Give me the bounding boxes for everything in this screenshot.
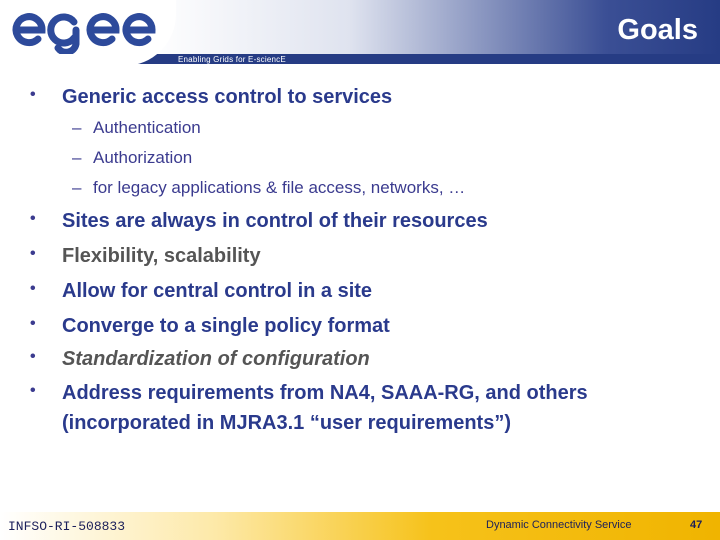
bullet-text: Converge to a single policy format (62, 315, 390, 337)
bullet-dot: • (30, 245, 36, 262)
slide-title: Goals (617, 14, 698, 46)
sub-bullet-dash: – (72, 148, 82, 167)
sub-bullet-dash: – (72, 118, 82, 137)
footer-presentation-title: Dynamic Connectivity Service (486, 519, 632, 531)
sub-bullet-text: Authorization (93, 148, 193, 167)
bullet-text: Standardization of configuration (62, 348, 370, 370)
bullet-dot: • (30, 348, 36, 365)
footer-project-code: INFSO-RI-508833 (8, 519, 126, 534)
bullet-text: Allow for central control in a site (62, 280, 373, 302)
bullet-text: Generic access control to services (62, 86, 393, 108)
bullet-dot: • (30, 210, 36, 227)
sub-bullet-text: Authentication (93, 118, 201, 137)
page-number: 47 (690, 519, 703, 531)
bullet-text: Address requirements from NA4, SAAA-RG, and others (62, 382, 588, 404)
bullet-dot: • (30, 280, 36, 297)
tagline: Enabling Grids for E-sciencE (178, 55, 286, 64)
bullet-dot: • (30, 382, 36, 399)
bullet-text: Flexibility, scalability (62, 245, 261, 267)
sub-bullet-dash: – (72, 178, 82, 197)
sub-bullet-text: for legacy applications & file access, networks, … (93, 178, 466, 197)
bullet-dot: • (30, 315, 36, 332)
bullet-continuation-text: (incorporated in MJRA3.1 “user requirements”) (62, 412, 511, 434)
bullet-text: Sites are always in control of their resources (62, 210, 488, 232)
bullet-dot: • (30, 86, 36, 103)
